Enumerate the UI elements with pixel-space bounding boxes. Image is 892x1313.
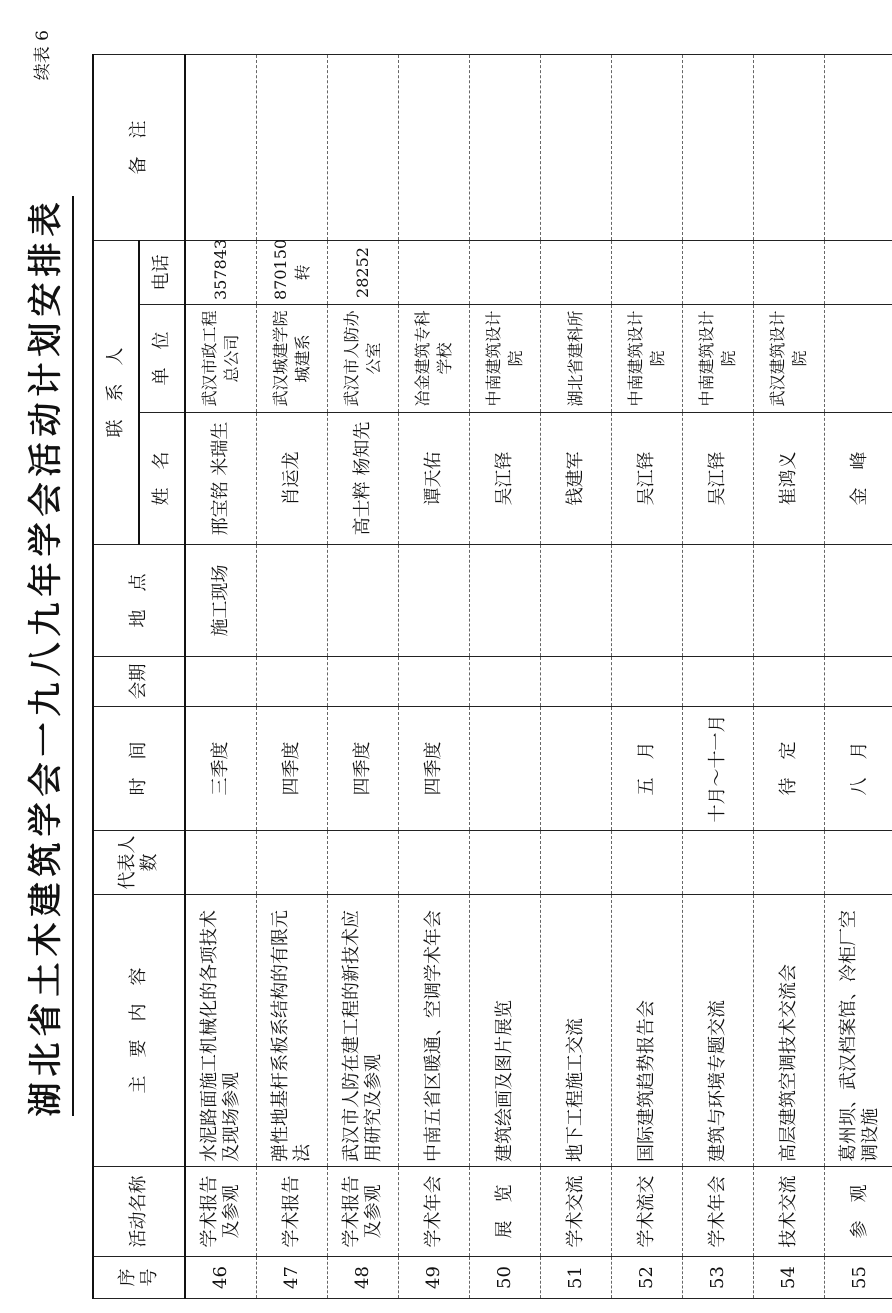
cell-remarks [470,55,541,241]
cell-remarks [328,55,399,241]
header-contact-phone: 电话 [139,241,185,305]
cell-activity-name: 学术交流 [541,1167,612,1257]
cell-activity-name: 学术年会 [399,1167,470,1257]
cell-location [399,545,470,657]
cell-main-content: 建筑与环境专题交流 [683,895,754,1167]
cell-contact-phone: 357843 [185,241,257,305]
cell-main-content: 武汉市人防在建工程的新技术应用研究及参观 [328,895,399,1167]
cell-contact-unit: 中南建筑设计院 [612,305,683,413]
cell-attendees [612,831,683,895]
cell-main-content: 弹性地基杆系板系结构的有限元法 [257,895,328,1167]
cell-time: 待 定 [754,707,825,831]
cell-location [257,545,328,657]
cell-time [470,707,541,831]
cell-remarks [612,55,683,241]
cell-seq: 53 [683,1257,754,1299]
cell-attendees [470,831,541,895]
cell-contact-name: 吴江铎 [612,413,683,545]
cell-contact-phone [683,241,754,305]
cell-main-content: 中南五省区暖通、空调学术年会 [399,895,470,1167]
activity-schedule-table [92,54,892,1299]
table-row [683,55,754,1299]
cell-activity-name: 学术年会 [683,1167,754,1257]
cell-contact-name: 邢宝铭 米瑞生 [185,413,257,545]
cell-time: 三季度 [185,707,257,831]
cell-attendees [825,831,892,895]
cell-location [612,545,683,657]
header-attendees: 代表人数 [93,831,185,895]
header-location: 地 点 [93,545,185,657]
cell-remarks [399,55,470,241]
table-row [825,55,892,1299]
cell-contact-unit: 湖北省建科所 [541,305,612,413]
cell-duration [328,657,399,707]
continued-label: 续表 6 [33,30,53,81]
header-contact-name: 姓 名 [139,413,185,545]
cell-contact-phone [541,241,612,305]
cell-contact-phone: 870150转 [257,241,328,305]
cell-seq: 48 [328,1257,399,1299]
cell-time [541,707,612,831]
cell-contact-unit [825,305,892,413]
cell-contact-phone [399,241,470,305]
cell-remarks [683,55,754,241]
cell-contact-phone [754,241,825,305]
header-activity-name: 活动名称 [93,1167,185,1257]
cell-duration [470,657,541,707]
header-contact-group: 联 系 人 [93,241,139,545]
cell-main-content: 水泥路面施工机械化的各项技术及现场参观 [185,895,257,1167]
cell-activity-name: 学术报告 [257,1167,328,1257]
cell-contact-unit: 武汉建筑设计院 [754,305,825,413]
cell-attendees [754,831,825,895]
table-row [470,55,541,1299]
cell-main-content: 国际建筑趋势报告会 [612,895,683,1167]
cell-contact-name: 谭天佑 [399,413,470,545]
cell-remarks [257,55,328,241]
cell-seq: 49 [399,1257,470,1299]
cell-main-content: 建筑绘画及图片展览 [470,895,541,1167]
table-row [399,55,470,1299]
cell-contact-name: 钱建军 [541,413,612,545]
cell-activity-name: 参 观 [825,1167,892,1257]
cell-contact-phone [612,241,683,305]
cell-contact-unit: 武汉城建学院城建系 [257,305,328,413]
cell-location [541,545,612,657]
cell-activity-name: 学术报告及参观 [328,1167,399,1257]
cell-remarks [541,55,612,241]
cell-contact-unit: 武汉市人防办公室 [328,305,399,413]
table-row [541,55,612,1299]
cell-contact-name: 吴江铎 [683,413,754,545]
cell-duration [257,657,328,707]
header-time: 时 间 [93,707,185,831]
cell-main-content: 地下工程施工交流 [541,895,612,1167]
cell-time: 四季度 [257,707,328,831]
cell-duration [185,657,257,707]
cell-location [754,545,825,657]
cell-contact-phone [470,241,541,305]
header-remarks: 备 注 [93,55,185,241]
cell-attendees [541,831,612,895]
cell-duration [754,657,825,707]
cell-location [683,545,754,657]
cell-attendees [185,831,257,895]
cell-activity-name: 学术流交 [612,1167,683,1257]
cell-contact-unit: 中南建筑设计院 [683,305,754,413]
cell-contact-name: 高士粹 杨知先 [328,413,399,545]
cell-activity-name: 技术交流 [754,1167,825,1257]
cell-time: 四季度 [328,707,399,831]
cell-activity-name: 学术报告及参观 [185,1167,257,1257]
cell-time: 五 月 [612,707,683,831]
table-row [754,55,825,1299]
header-main-content: 主 要 内 容 [93,895,185,1167]
header-seq: 序号 [93,1257,185,1299]
cell-duration [683,657,754,707]
cell-duration [825,657,892,707]
cell-remarks [185,55,257,241]
cell-location [328,545,399,657]
cell-remarks [754,55,825,241]
cell-contact-name: 吴江铎 [470,413,541,545]
cell-attendees [257,831,328,895]
cell-contact-unit: 冶金建筑专科学校 [399,305,470,413]
cell-seq: 47 [257,1257,328,1299]
cell-attendees [328,831,399,895]
cell-contact-unit: 中南建筑设计院 [470,305,541,413]
table-row [185,55,257,1299]
header-contact-unit: 单 位 [139,305,185,413]
cell-location: 施工现场 [185,545,257,657]
cell-attendees [399,831,470,895]
cell-contact-unit: 武汉市政工程总公司 [185,305,257,413]
cell-contact-phone: 28252 [328,241,399,305]
table-row [257,55,328,1299]
cell-seq: 50 [470,1257,541,1299]
table-row [612,55,683,1299]
cell-contact-name: 崔鸿义 [754,413,825,545]
cell-duration [541,657,612,707]
cell-location [825,545,892,657]
cell-contact-phone [825,241,892,305]
cell-duration [612,657,683,707]
cell-seq: 54 [754,1257,825,1299]
cell-main-content: 葛州坝、武汉档案馆、冷柜厂空调设施 [825,895,892,1167]
cell-seq: 55 [825,1257,892,1299]
cell-time: 八 月 [825,707,892,831]
cell-time: 四季度 [399,707,470,831]
cell-location [470,545,541,657]
cell-seq: 46 [185,1257,257,1299]
cell-main-content: 高层建筑空调技术交流会 [754,895,825,1167]
cell-attendees [683,831,754,895]
cell-remarks [825,55,892,241]
cell-time: 十月～十一月 [683,707,754,831]
header-duration: 会期 [93,657,185,707]
cell-contact-name: 金 峰 [825,413,892,545]
cell-seq: 52 [612,1257,683,1299]
cell-contact-name: 肖运龙 [257,413,328,545]
cell-duration [399,657,470,707]
page-title: 湖北省土木建筑学会一九八九年学会活动计划安排表 [18,0,67,1313]
table-row [328,55,399,1299]
cell-seq: 51 [541,1257,612,1299]
cell-activity-name: 展 览 [470,1167,541,1257]
